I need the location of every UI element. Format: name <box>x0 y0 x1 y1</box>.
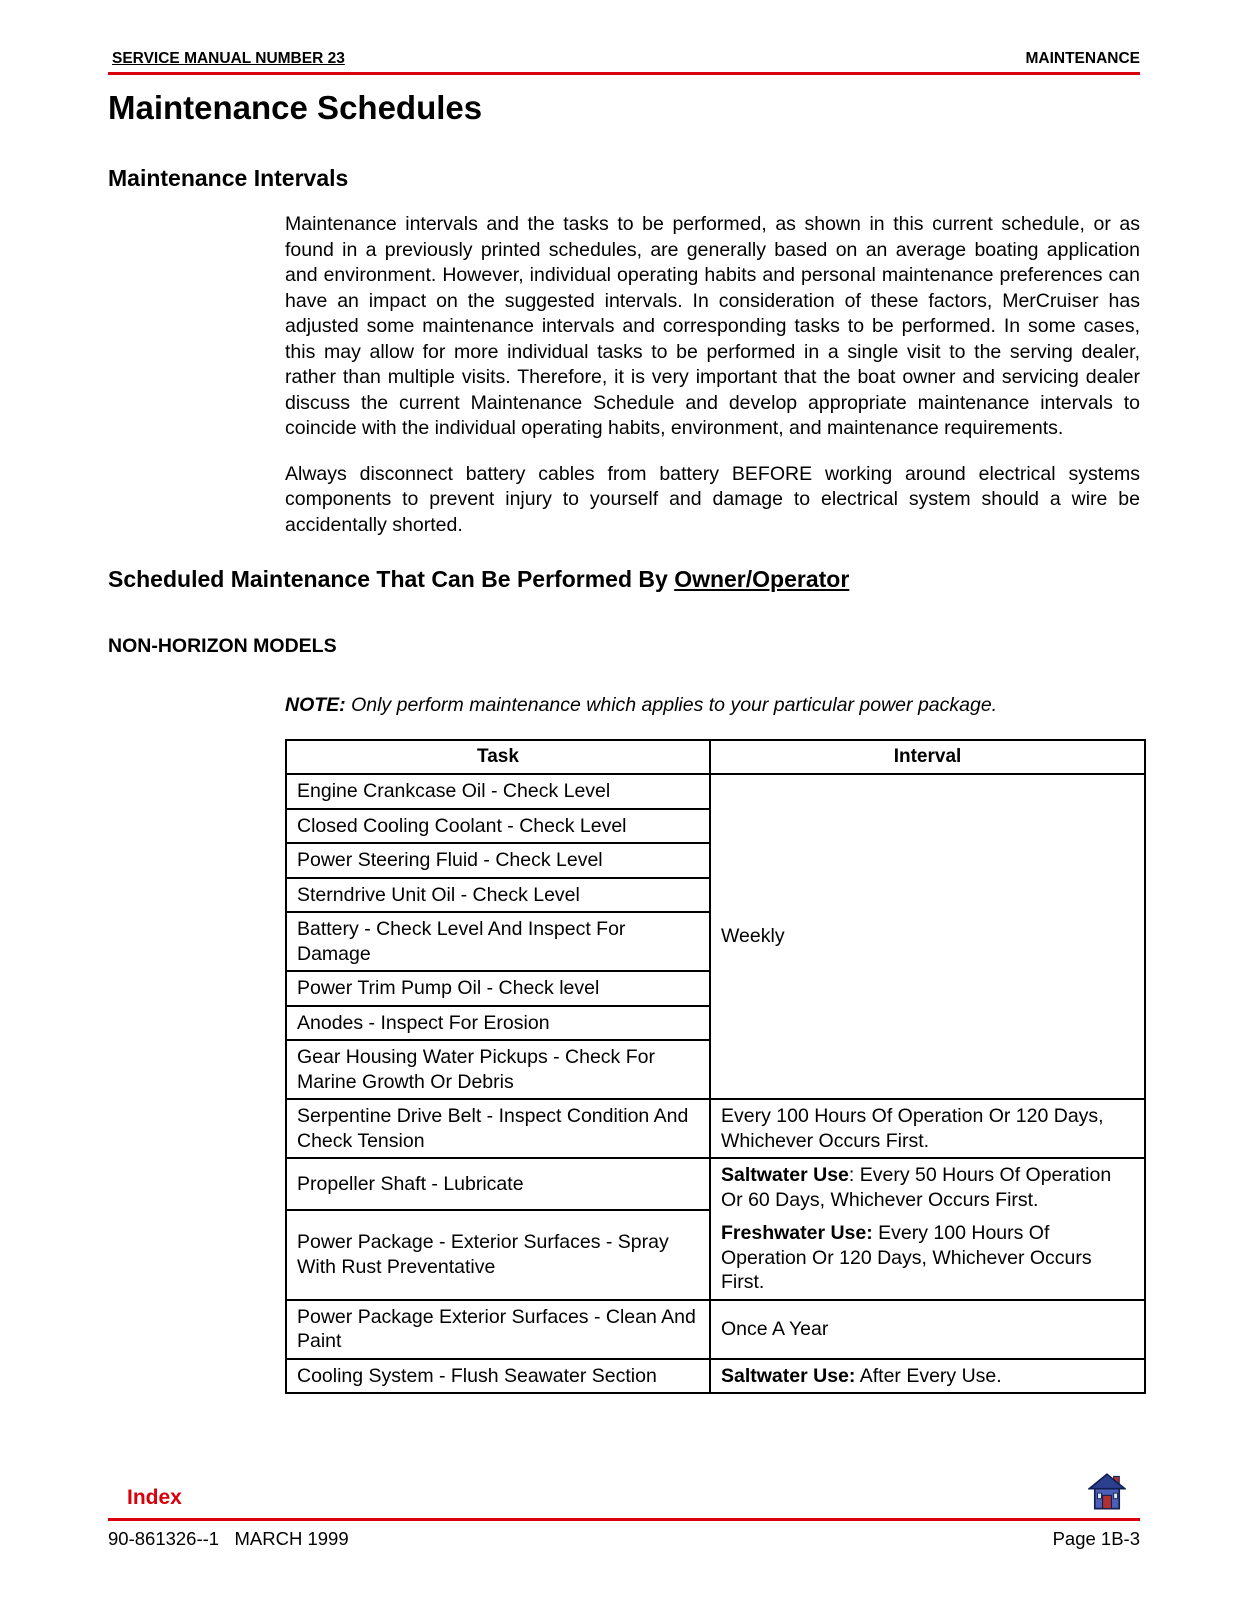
home-icon[interactable] <box>1088 1472 1126 1512</box>
interval-cell <box>710 1158 1145 1300</box>
interval-cell <box>710 774 1145 1099</box>
task-cell: Power Package - Exterior Surfaces - Spray With Rust Preventative <box>286 1210 710 1299</box>
table-row <box>286 1300 1145 1359</box>
interval-text: Freshwater Use: Every 100 Hours Of Operation Or 120 Days, Whichever Occurs First. <box>721 1222 1092 1293</box>
table-row <box>286 1099 1145 1158</box>
interval-cell <box>710 1300 1145 1359</box>
table-row <box>286 1359 1145 1394</box>
page-header <box>108 50 1140 68</box>
task-cell: Power Trim Pump Oil - Check level <box>286 971 710 1006</box>
interval-text: Saltwater Use: After Every Use. <box>721 1364 1002 1387</box>
table-header-interval: Interval <box>710 740 1145 774</box>
task-cell: Serpentine Drive Belt - Inspect Condition And Check Tension <box>286 1099 710 1158</box>
note-label: NOTE: <box>285 694 346 716</box>
header-rule <box>108 72 1140 75</box>
task-cell: Closed Cooling Coolant - Check Level <box>286 809 710 844</box>
footer-rule <box>108 1518 1140 1521</box>
intervals-paragraph-2: Always disconnect battery cables from battery BEFORE working around electrical systems components to prevent injury to yourself and damage to electrical system should a wire be accidentally shorted. <box>285 462 1140 536</box>
header-manual-number: SERVICE MANUAL NUMBER 23 <box>112 50 345 67</box>
interval-text: Once A Year <box>721 1317 829 1340</box>
task-cell: Gear Housing Water Pickups - Check For Marine Growth Or Debris <box>286 1040 710 1099</box>
task-cell: Sterndrive Unit Oil - Check Level <box>286 878 710 913</box>
task-cell: Cooling System - Flush Seawater Section <box>286 1359 710 1394</box>
interval-cell <box>710 1099 1145 1158</box>
scheduled-heading-prefix: Scheduled Maintenance That Can Be Performed By <box>108 566 675 592</box>
scheduled-heading-owner-operator: Owner/Operator <box>674 566 850 592</box>
page-footer <box>108 1528 1140 1550</box>
note-text: Only perform maintenance which applies to your particular power package. <box>345 694 998 716</box>
footer-page-number: Page 1B-3 <box>1052 1528 1140 1549</box>
interval-text: Weekly <box>721 925 785 948</box>
page-title: Maintenance Schedules <box>108 89 483 126</box>
maintenance-table <box>285 739 1146 1394</box>
table-header-task: Task <box>286 740 710 774</box>
note <box>285 694 1140 717</box>
task-cell: Battery - Check Level And Inspect For Damage <box>286 912 710 971</box>
footer-doc-number: 90-861326--1 MARCH 1999 <box>108 1528 349 1549</box>
task-cell: Propeller Shaft - Lubricate <box>286 1158 710 1210</box>
task-cell: Engine Crankcase Oil - Check Level <box>286 774 710 809</box>
section-heading-scheduled-maintenance <box>108 566 1140 593</box>
interval-text: Every 100 Hours Of Operation Or 120 Days, Whichever Occurs First. <box>721 1105 1104 1152</box>
task-cell: Anodes - Inspect For Erosion <box>286 1006 710 1041</box>
table-row <box>286 1158 1145 1210</box>
table-body <box>286 774 1145 1393</box>
index-link[interactable]: Index <box>127 1486 182 1509</box>
interval-text: Saltwater Use: Every 50 Hours Of Operation Or 60 Days, Whichever Occurs First. <box>721 1164 1112 1211</box>
task-cell: Power Package Exterior Surfaces - Clean And Paint <box>286 1300 710 1359</box>
interval-cell <box>710 1359 1145 1394</box>
table-row <box>286 774 1145 809</box>
task-cell: Power Steering Fluid - Check Level <box>286 843 710 878</box>
subsection-heading-non-horizon-models: NON-HORIZON MODELS <box>108 635 337 657</box>
intervals-paragraph-1: Maintenance intervals and the tasks to be performed, as shown in this current schedule, or as found in a previously printed schedules, are generally based on an average boating application and environment. However, individual operating habits and personal maintenance preferences can have an impact on the suggested intervals. In consideration of these factors, MerCruiser has adjusted some maintenance intervals and corresponding tasks to be performed. In some cases, this may allow for more individual tasks to be performed in a single visit to the serving dealer, rather than multiple visits. Therefore, it is very important that the boat owner and servicing dealer discuss the current Maintenance Schedule and develop appropriate maintenance intervals to coincide with the individual operating habits, environment, and maintenance requirements. <box>285 213 1140 439</box>
header-chapter: MAINTENANCE <box>1025 50 1140 67</box>
table-header-row <box>286 740 1145 774</box>
section-heading-maintenance-intervals: Maintenance Intervals <box>108 165 349 191</box>
